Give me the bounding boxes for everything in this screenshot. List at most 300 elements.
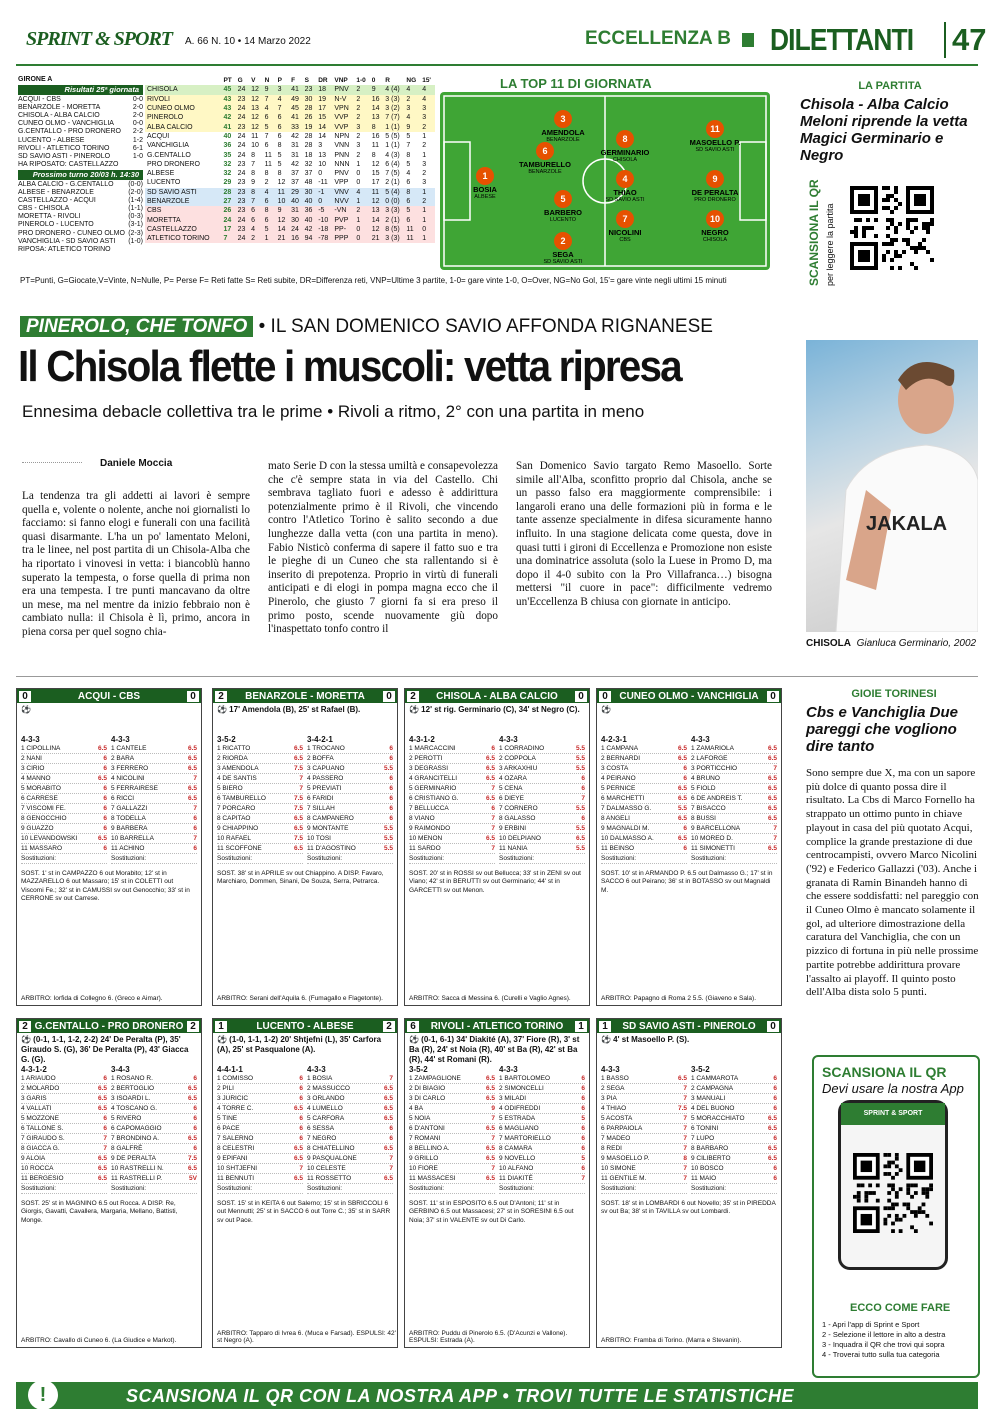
lineups [597,1059,781,1194]
standings-cell: 3 [422,105,427,113]
player-name: 6 DIEYE [499,795,524,802]
qr-code[interactable] [850,186,934,270]
qr-code[interactable] [853,1153,933,1233]
standings-cell: -11 [318,179,328,187]
player-row [307,814,393,824]
player-name: 6 MARCHETTI [601,795,645,802]
match-name: LUCENTO - ALBESE [18,136,85,144]
match-name: MORETTA - RIVOLI [18,213,81,221]
match-box [16,1018,202,1348]
player-team: ALBESE [474,194,496,200]
player-rating: 7 [683,1175,687,1182]
match-score: 2-0 [132,112,143,120]
result-row [18,96,143,104]
player-row [111,804,197,814]
player-row [21,1094,107,1104]
team-lineup [111,1059,197,1194]
substitutions-note: SOST. 20' st in ROSSI sv out Bellucca; 33' st in ZENI sv out Viano; 42' st in BERUTTI sv out Germinario; 44' st in GARCETTI sv out Menon. [409,870,581,894]
player-row [499,794,585,804]
player-row [601,764,687,774]
result-row [18,230,143,238]
player-name: 1 BARTOLOMEO [499,1075,551,1082]
standings-cell: 2 (1) [385,179,400,187]
standings-cell: 27 [223,198,232,205]
player-name: 4 PASSERO [307,775,344,782]
player-rating: 6.5 [97,1095,107,1102]
player-rating: 6.5 [677,755,687,762]
player-rating: 5 [581,1155,585,1162]
player-row [307,1174,393,1184]
player-name: 6 CAPOMAGGIO [111,1125,162,1132]
team-lineup [21,1059,107,1194]
referee: ARBITRO: Cavallo di Cuneo 6. (La Giudice e Markot). [21,1337,177,1344]
player-row [21,794,107,804]
standings-cell: 4 [356,188,361,196]
player-rating: 8 [683,1155,687,1162]
player-row [111,824,197,834]
result-row [18,145,143,153]
player-row [217,744,303,754]
subs-row [499,854,585,864]
la-partita-box [800,80,980,164]
byline: Daniele Moccia [100,458,173,469]
player-row [409,1114,495,1124]
player-rating: 6 [491,805,495,812]
player-row [601,784,687,794]
player-row [307,1084,393,1094]
partita-title: Chisola - Alba Calcio Meloni riprende la vetta Magici Germinario e Negro [800,96,968,164]
player-row [111,1124,197,1134]
standings-row [145,113,435,122]
player-rating: 5.5 [575,745,585,752]
standings-cell: 7 [251,160,256,168]
player-row [21,1124,107,1134]
player-row [217,804,303,814]
standings-cell: 13 [251,105,259,113]
player-row [691,1074,777,1084]
standings-cell: 24 [237,170,246,178]
player-row [409,824,495,834]
match-box [16,688,202,1006]
standings-cell: 28 [223,188,232,196]
player-number: 6 [536,142,554,160]
player-rating: 6.5 [485,1095,495,1102]
standings-cell: 32 [304,160,313,168]
standings-cell: 6 [264,142,269,150]
player-name: 6 SESSA [307,1125,335,1132]
player-row [307,1104,393,1114]
column-header: P [277,77,282,85]
player-name: 7 MARTORIELLO [499,1135,551,1142]
qr-promo-sub: Devi usare la nostra App [822,1081,964,1096]
player-name: MASOELLO P. [689,138,741,147]
away-score: 0 [575,691,587,702]
player-rating: 6 [581,1135,585,1142]
player-rating: 6 [581,1145,585,1152]
player-rating: 6.5 [677,795,687,802]
standings-cell: 36 [223,142,232,150]
referee: ARBITRO: Sacca di Messina 6. (Curelli e Vaglio Agnes). [409,995,571,1002]
player-name: DE PERALTA [691,188,739,197]
player-rating: 7 [491,785,495,792]
top11-player [528,110,598,143]
player-row [307,1074,393,1084]
player-rating: 6.5 [97,1085,107,1092]
player-name: 6 TONINI [691,1125,719,1132]
standings-cell: 12 [251,86,259,94]
player-row [601,1124,687,1134]
player-name: 8 GENOCCHIO [21,815,67,822]
player-rating: 6 [683,765,687,772]
standings-cell: 0 [356,225,361,233]
standings-cell: 7 [406,142,411,150]
player-rating: 6 [103,795,107,802]
standings-cell: 7 [264,95,269,103]
player-row [409,754,495,764]
standings-cell: 4 [264,188,269,196]
player-name: 5 PREVIATI [307,785,342,792]
kicker-tag: PINEROLO, CHE TONFO [20,316,253,337]
player-row [601,804,687,814]
player-rating: 6 [103,825,107,832]
player-name: 5 TINE [217,1115,238,1122]
standings-cell: 12 [371,198,380,205]
player-row [409,784,495,794]
player-row [21,1164,107,1174]
column-header: 0 [371,77,376,85]
player-row [111,754,197,764]
player-row [409,1154,495,1164]
player-name: 3 ISOARDI L. [111,1095,151,1102]
player-name: 1 MARCACCINI [409,745,456,752]
player-rating: 6.5 [293,755,303,762]
standings-cell: 24 [237,235,246,243]
formation: 4-3-3 [21,735,40,744]
team-lineup [601,1059,687,1194]
result-row [18,213,143,221]
player-row [111,1134,197,1144]
standings-cell: 1 [264,235,269,243]
player-name: 5 MOZZONE [21,1115,59,1122]
standings-cell: 2 [264,179,269,187]
standings-cell: 1 [422,216,427,224]
player-row [691,1104,777,1114]
player-rating: 5.5 [575,825,585,832]
player-rating: 6.5 [97,835,107,842]
alert-icon: ! [28,1380,58,1410]
player-name: NEGRO [701,228,729,237]
player-name: 2 RIORDA [217,755,248,762]
result-row [18,137,143,145]
standings-row [145,215,435,224]
standings-cell: 4 (3) [385,151,400,159]
player-name: 8 REDI [601,1145,622,1152]
top-11-panel [440,76,780,271]
player-name: 7 SALERNO [217,1135,254,1142]
player-name: 9 BARBERA [111,825,148,832]
standings-cell: 11 [264,160,272,168]
player-illustration [806,340,978,632]
standings-cell: 24 [237,142,246,150]
player-name: 9 PASQUALONE [307,1155,357,1162]
player-name: 4 BA [409,1105,424,1112]
standings-cell: 16 [371,95,380,103]
subs-row [217,1184,303,1194]
player-rating: 6 [581,1075,585,1082]
team-lineup [409,729,495,864]
standings-cell: CASTELLAZZO [147,225,197,233]
team-lineup [307,729,393,864]
match-header [597,1019,781,1033]
result-row [18,112,143,120]
standings-cell: 6 [264,198,269,205]
subs-label: Sostituzioni: [307,1185,343,1192]
player-rating: 7 [773,835,777,842]
away-score: 2 [383,1021,395,1032]
player-name: 9 GUAZZO [21,825,54,832]
standings-cell: -VN [334,207,347,215]
player-rating: 6.5 [677,745,687,752]
standings-cell: 4 [251,225,256,233]
player-name: 2 PILI [217,1085,234,1092]
player-row [217,834,303,844]
player-rating: 6 [103,785,107,792]
standings-cell: PNV [334,170,349,178]
standings-cell: 1 [422,188,427,196]
pitch [440,92,770,270]
player-rating: 7 [683,1145,687,1152]
player-name: 8 BARBARO [691,1145,729,1152]
standings-cell: 28 [304,132,313,140]
player-name: 8 TODELLA [111,815,146,822]
player-row [499,784,585,794]
article-column-1: La tendenza tra gli addetti ai lavori è sempre quella e, volente o nolente, anche noi giornalisti lo facciamo: si fanno elogi e funerali con una facilità quasi disarmante. L'ha un po' lamentato Meloni, tra le linee, nel post partita di un Chisola-Alba che ha riportato i vinovesi in vetta: i biancoblù hanno superato la tempesta, o forse quella di prima non era una tempesta. I tre punti mancavano da oltre un mese, ma nel mentre da inizio febbraio non è cambiato nulla: il Chisola è lì, primo, ancora in piena corsa per quel sogno chia- [22,490,250,638]
standings-cell: 6 [406,179,411,187]
standings-cell: 24 [237,216,246,224]
standings-cell: 23 [304,86,313,94]
match-goals: ⚽ (0-1, 1-1, 1-2, 2-2) 24' De Peralta (P), 35' Giraudo S. (G), 36' De Peralta (P), 43' Giacca G. (G). [21,1035,189,1064]
player-rating: 5.5 [383,845,393,852]
away-score: 0 [187,691,199,702]
standings-cell: -78 [318,235,329,243]
subs-label: Sostituzioni: [111,855,147,862]
player-name: 6 DE ANDREIS T. [691,795,743,802]
player-name: 5 MORABITO [21,785,61,792]
player-rating: 6.5 [767,1145,777,1152]
standings-cell: VVP [334,123,349,131]
player-row [21,804,107,814]
standings-cell: 94 [304,235,313,243]
result-row [18,153,143,161]
player-rating: 6 [683,845,687,852]
standings-cell: 1 [356,160,361,168]
standings-cell: 1 [422,151,427,159]
player-name: 7 NEGRO [307,1135,337,1142]
standings-cell: CHISOLA [147,86,178,94]
player-rating: 7.5 [677,1105,687,1112]
player-rating: 6.5 [767,785,777,792]
phone-mockup [838,1100,948,1270]
standings-cell: N-V [334,95,347,103]
player-name: 4 TORRE C. [217,1105,254,1112]
player-rating: 6 [389,1125,393,1132]
player-rating: 7 [193,775,197,782]
match-score: (0-0) [128,180,143,188]
player-rating: 7.5 [187,1155,197,1162]
player-row [499,1074,585,1084]
player-row [499,804,585,814]
player-row [217,1134,303,1144]
standings-cell: 3 [406,105,411,113]
standings-cell: 5 [406,160,411,168]
standings-cell: 28 [304,105,313,113]
player-rating: 7 [299,1165,303,1172]
match-box [596,1018,782,1348]
standings-cell: ACQUI [147,132,170,140]
standings-cell: 24 [237,86,246,94]
standings-row [145,104,435,113]
player-row [217,1174,303,1184]
how-to-title: ECCO COME FARE [850,1302,951,1314]
player-name: 2 SIMONCELLI [499,1085,544,1092]
player-row [307,1154,393,1164]
player-name: 1 ARIAUDO [21,1075,56,1082]
player-row [21,1074,107,1084]
player-rating: 6 [773,1135,777,1142]
formation: 4-2-3-1 [601,735,627,744]
player-row [307,754,393,764]
home-score: 1 [599,1021,611,1032]
standings-row [145,95,435,104]
player-name: 2 BERNARDI [601,755,641,762]
team-lineup [307,1059,393,1194]
player-row [307,744,393,754]
standings-cell: 7 (7) [385,114,400,122]
player-row [217,754,303,764]
standings-cell: 1 [422,235,427,243]
player-rating: 6.5 [97,1165,107,1172]
standings-cell: 2 [422,198,427,205]
player-row [217,784,303,794]
standings-cell: ATLETICO TORINO [147,235,210,243]
player-rating: 6.5 [485,1085,495,1092]
player-name: 3 CAPUANO [307,765,345,772]
player-name: 4 OZARA [499,775,527,782]
standings-cell: 9 [406,123,411,131]
player-rating: 6.5 [293,1145,303,1152]
match-goals: ⚽ 4' st Masoello P. (S). [601,1035,690,1044]
player-row [601,1094,687,1104]
player-rating: 6 [103,1125,107,1132]
player-row [601,1114,687,1124]
player-rating: 6.5 [293,745,303,752]
player-rating: 6.5 [187,765,197,772]
player-row [307,834,393,844]
player-name: 1 BOSIA [307,1075,333,1082]
match-score: (2-0) [128,189,143,197]
player-name: 2 SEGA [601,1085,625,1092]
player-row [111,844,197,854]
player-name: 8 GIACCA G. [21,1145,60,1152]
player-row [111,794,197,804]
player-name: 8 CAPITAO [217,815,251,822]
player-name: AMENDOLA [541,128,585,137]
player-rating: 6.5 [485,1125,495,1132]
player-rating: 6 [193,1125,197,1132]
player-row [691,1124,777,1134]
subs-row [21,854,107,864]
match-header [213,689,397,703]
player-rating: 6.5 [97,745,107,752]
match-goals: ⚽ [21,705,31,714]
standings-cell: VVP [334,114,349,122]
match-name: CASTELLAZZO - ACQUI [18,197,96,205]
standings-cell: 11 [277,188,285,196]
player-rating: 6.5 [293,1105,303,1112]
match-header [405,1019,589,1033]
player-rating: 6 [103,1115,107,1122]
player-rating: 6.5 [383,1095,393,1102]
player-name: 3 CIRIO [21,765,45,772]
player-name: 9 MAGNALDI M. [601,825,650,832]
standings-legend: PT=Punti, G=Giocate,V=Vinte, N=Nulle, P= Perse F= Reti fatte S= Reti subite, DR=Differenza reti, VNP=Ultime 3 partite, 1-0= gare vinte 1-0, O=Over, NG=No Gol, 15'= gare vinte negli ultimi 15 minuti [20,276,727,285]
player-name: 2 LAFORGE [691,755,728,762]
player-row [307,1124,393,1134]
match-title: LUCENTO - ALBESE [256,1020,354,1032]
team-lineup [409,1059,495,1194]
standings-cell: 23 [237,207,246,215]
standings-cell: 41 [291,114,299,122]
player-name: 10 RASTRELLI N. [111,1165,164,1172]
standings-cell: 2 [356,132,361,140]
player-name: 7 LUPO [691,1135,715,1142]
team-lineup [217,1059,303,1194]
player-row [409,1134,495,1144]
standings-row [145,132,435,141]
player-row [601,1144,687,1154]
standings-cell: 1 (1) [385,142,400,150]
player-row [21,1174,107,1184]
player-name: 3 PORTICCHIO [691,765,738,772]
player-name: 7 DALMASSO G. [601,805,652,812]
standings-cell: 4 [422,86,427,94]
standings-cell: 2 [422,142,427,150]
match-title: CUNEO OLMO - VANCHIGLIA [619,690,759,702]
player-rating: 6 [103,755,107,762]
standings-cell: 29 [223,179,232,187]
player-team: SD SAVIO ASTI [543,259,583,265]
player-name: 4 GRANCITELLI [409,775,458,782]
standings-cell: 3 (3) [385,95,400,103]
player-rating: 7 [683,1085,687,1092]
top11-player [680,120,750,153]
player-row [409,1104,495,1114]
player-name: 5 ESTRADA [499,1115,536,1122]
player-row [499,764,585,774]
match-box [596,688,782,1006]
player-row [601,1074,687,1084]
player-team: BENARZOLE [528,169,562,175]
standings-cell: PRO DRONERO [147,160,200,168]
player-name: 7 BELLUCCA [409,805,449,812]
player-row [409,794,495,804]
player-name: GERMINARIO [600,148,650,157]
match-score: (1-4) [128,197,143,205]
standings-cell: 1 [356,198,361,205]
article-column-2: mato Serie D con la stessa umiltà e consapevolezza che c'è sempre stata in via del Castello. Chi sembrava tagliato fuori e adesso è addirittura potenzialmente primo è il Rivoli, che vincendo contro l'Atletico Torino è salito secondo a due lunghezze dalla vetta (con una partita in meno). Fabio Nisticò conferma di sapere il fatto suo e tra le pieghe di un Cuneo che sta rallentando si è inserito di prepotenza. Proprio in virtù di funerali anticipati e di elogi in pompa magna ecco che il Pinerolo, che giusto 7 giorni fa si era preso il primo posto, scende nuovamente giù dopo l'inaspettato tonfo contro il [268,460,498,636]
standings-cell: 4 [406,114,411,122]
player-name: TAMBURELLO [519,160,571,169]
